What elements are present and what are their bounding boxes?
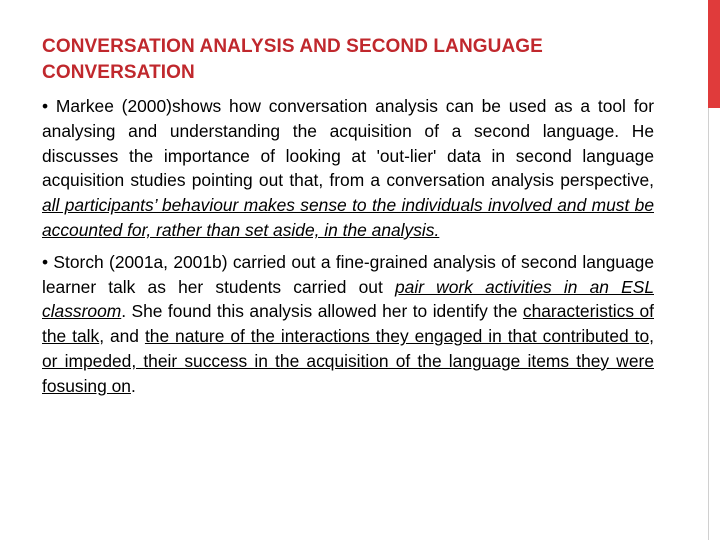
bullet-paragraph-storch: [42, 250, 654, 399]
title-line-1: CONVERSATION ANALYSIS AND SECOND LANGUAGE: [42, 36, 543, 57]
paragraph-text: Markee (2000)shows how conversation analysis can be used as a tool for analysing and understanding the acquisition of a second language. He discusses the importance of looking at 'out-lier' data in second language acquisition studies pointing out that, from a conversation analysis perspective,: [42, 96, 654, 191]
slide-title: [42, 34, 682, 86]
emphasized-text: all participants’ behaviour makes sense to the individuals involved and must be accounted for, rather than set aside, in the analysis.: [42, 195, 654, 240]
paragraph-text: .: [130, 375, 136, 396]
bullet-marker: •: [42, 251, 49, 272]
right-divider: [708, 108, 709, 540]
bullet-paragraph-markee: [42, 94, 654, 243]
paragraph-text: , and: [99, 326, 145, 347]
title-line-2: CONVERSATION: [42, 62, 195, 83]
slide-body: [42, 94, 654, 406]
underlined-text: characteristics of the talk: [42, 301, 654, 347]
paragraph-text: . She found this analysis allowed her to identify the: [121, 301, 523, 322]
emphasized-text: pair work activities in an ESL classroom: [42, 276, 654, 322]
paragraph-text: Storch (2001a, 2001b) carried out a fine-grained analysis of second language learner talk as her students carried out: [42, 251, 654, 297]
accent-bar: [708, 0, 720, 108]
bullet-marker: •: [42, 96, 49, 116]
underlined-text: the nature of the interactions they engaged in that contributed to, or impeded, their success in the acquisition of the language items they were fosusing on: [42, 326, 654, 396]
